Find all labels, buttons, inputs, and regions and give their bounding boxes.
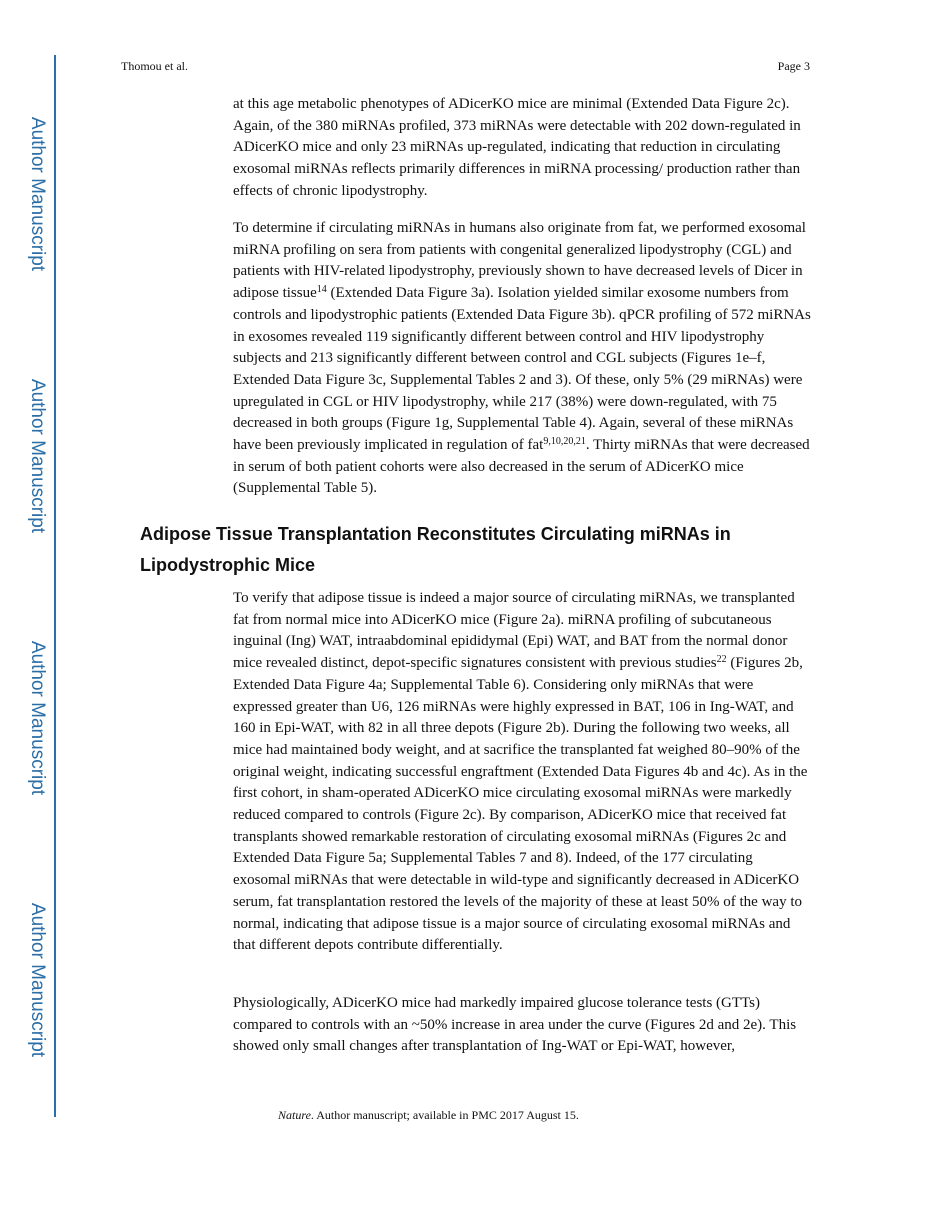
paragraph-3: To verify that adipose tissue is indeed a major source of circulating miRNAs, we transplanted fat from normal mice into ADicerKO mice (Figure 2a). miRNA profiling of subcutaneous inguinal (Ing) WAT, intraabdominal epididymal (Epi) WAT, and BAT from the normal donor mice revealed distinct, depot-specific signatures consistent with previous studies$^{22}$ (Figures 2b, Extended Data Figure 4a; Supplemental Table 6). Considering only miRNAs that were expressed greater than U6, 126 miRNAs were highly expressed in BAT, 106 in Ing-WAT, and 160 in Epi-WAT, with 82 in all three depots (Figure 2b). During the following two weeks, all mice had maintained body weight, and at sacrifice the transplanted fat weighed 80–90% of the original weight, indicating successful engraftment (Extended Data Figures 4b and 4c). As in the first cohort, in sham-operated ADicerKO mice circulating exosomal miRNAs were markedly reduced compared to controls (Figure 2c). By comparison, ADicerKO mice that received fat transplants showed remarkable restoration of circulating exosomal miRNAs (Figures 2c and Extended Data Figure 5a; Supplemental Tables 7 and 8). Indeed, of the 177 circulating exosomal miRNAs that were detectable in wild-type and significantly decreased in ADicerKO serum, fat transplantation restored the levels of the majority of these at least 50% of the way to normal, indicating that adipose tissue is a major source of circulating exosomal miRNAs and that different depots contribute differentially. — [233, 590, 808, 954]
sidebar-rule — [54, 55, 56, 1117]
paragraph-4: Physiologically, ADicerKO mice had markedly impaired glucose tolerance tests (GTTs) compared to controls with an ~50% increase in area under the curve (Figures 2d and 2e). This showed only small changes after transplantation of Ing-WAT or Epi-WAT, however, — [233, 995, 797, 1055]
running-head-authors: Thomou et al. — [121, 59, 188, 73]
citation: 14 — [316, 284, 327, 296]
journal-name: Nature — [278, 1108, 311, 1122]
citation: 22 — [716, 654, 727, 666]
paragraph-1: at this age metabolic phenotypes of ADicerKO mice are minimal (Extended Data Figure 2c). Again, of the 380 miRNAs profiled, 373 miRNAs were detectable with 202 down-regulated in ADicerKO mice and only 23 miRNAs up-regulated, indicating that reduction in circulating exosomal miRNAs reflects primarily differences in miRNA processing/ production rather than effects of chronic lipodystrophy. — [233, 96, 801, 199]
paragraph-2: To determine if circulating miRNAs in humans also originate from fat, we performed exosomal miRNA profiling on sera from patients with congenital generalized lipodystrophy (CGL) and patients with HIV-related lipodystrophy, previously shown to have decreased levels of Dicer in adipose tissue$^{14}$ (Extended Data Figure 3a). Isolation yielded similar exosome numbers from controls and lipodystrophic patients (Extended Data Figure 3b). qPCR profiling of 572 miRNAs in exosomes revealed 119 significantly different between control and HIV lipodystrophy subjects and 213 significantly different between control and CGL subjects (Figures 1e–f, Extended Data Figure 3c, Supplemental Tables 2 and 3). Of these, only 5% (29 miRNAs) were upregulated in CGL or HIV lipodystrophy, while 217 (38%) were down-regulated, with 75 decreased in both groups (Figure 1g, Supplemental Table 4). Again, several of these miRNAs have been previously implicated in regulation of fat$^{9,10,20,21}$. Thirty miRNAs that were decreased in serum of both patient cohorts were also decreased in the serum of ADicerKO mice (Supplemental Table 5). — [233, 220, 811, 497]
citation: 9,10,20,21 — [543, 436, 586, 448]
section-heading: Adipose Tissue Transplantation Reconstitutes Circulating miRNAs in Lipodystrophic Mice — [140, 524, 731, 575]
footer-citation: Nature. Author manuscript; available in PMC 2017 August 15. — [278, 1108, 579, 1122]
page-number: Page 3 — [777, 59, 810, 73]
